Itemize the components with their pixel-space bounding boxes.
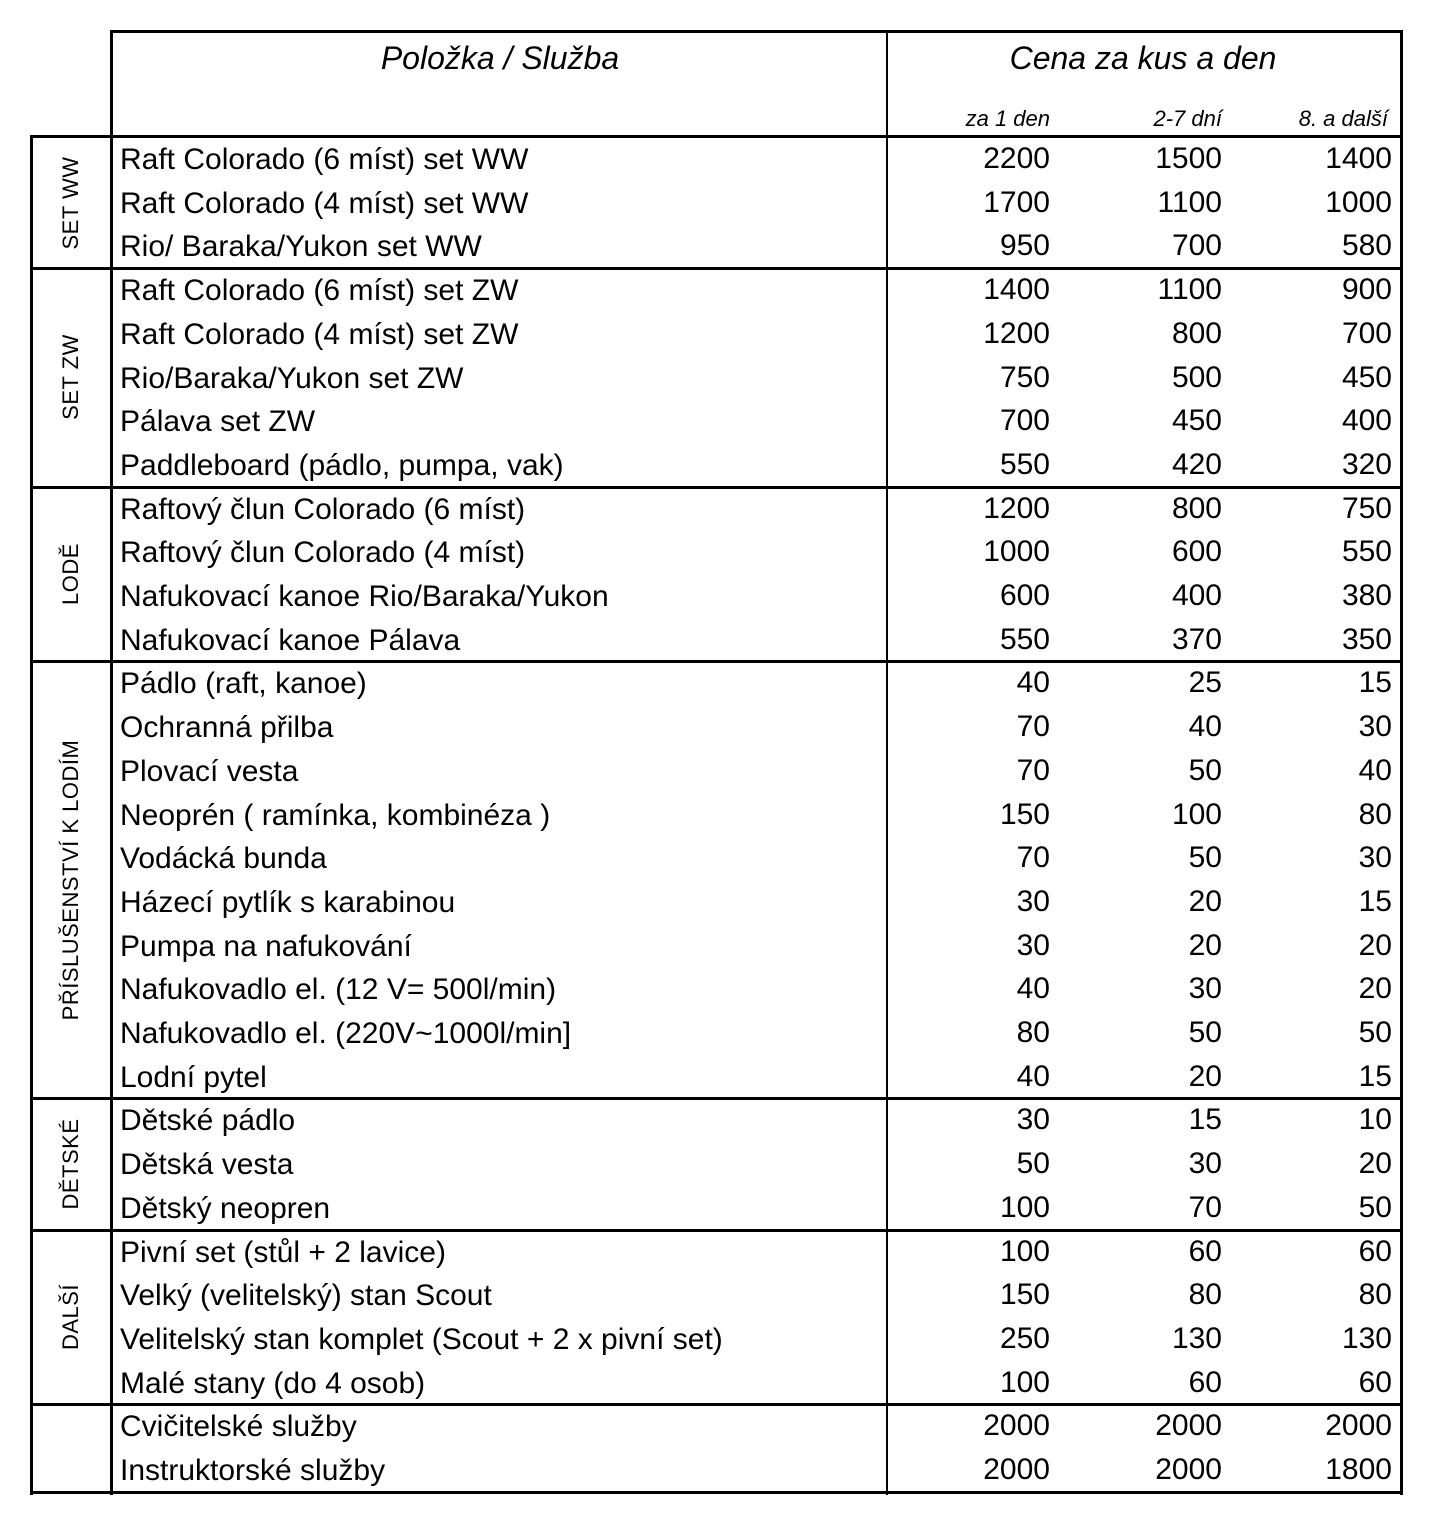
right-border — [1400, 30, 1403, 1495]
item-name: Raftový člun Colorado (6 míst) — [120, 492, 526, 526]
price-2: 450 — [1171, 404, 1222, 438]
group-separator — [30, 486, 1403, 489]
table-row — [0, 836, 1434, 880]
price-1: 50 — [1016, 1147, 1050, 1181]
price-1: 100 — [999, 1365, 1050, 1399]
price-1: 600 — [999, 579, 1050, 612]
name-column-divider — [886, 30, 888, 1495]
category-label: PŘÍSLUŠENSTVÍ K LODÍM — [58, 739, 83, 1021]
item-name: Velký (velitelský) stan Scout — [120, 1279, 492, 1313]
price-1: 550 — [999, 622, 1050, 656]
table-row — [0, 793, 1434, 837]
price-2: 700 — [1171, 229, 1222, 263]
price-3: 700 — [1341, 316, 1392, 350]
price-3: 750 — [1341, 491, 1392, 525]
category-cell — [32, 137, 110, 268]
item-name: Nafukovací kanoe Pálava — [120, 623, 461, 657]
price-2: 400 — [1171, 579, 1222, 612]
price-3: 20 — [1358, 928, 1392, 962]
table-row — [0, 224, 1434, 268]
price-3: 60 — [1358, 1234, 1392, 1268]
item-name: Dětský neopren — [120, 1191, 331, 1225]
price-3: 80 — [1358, 1278, 1392, 1312]
price-2: 15 — [1188, 1103, 1222, 1137]
price-2: 420 — [1171, 447, 1222, 481]
item-name: Instruktorské služby — [120, 1454, 386, 1487]
price-1: 2200 — [983, 142, 1050, 175]
item-name: Házecí pytlík s karabinou — [120, 885, 456, 919]
price-3: 15 — [1358, 884, 1392, 918]
bottom-border — [30, 1491, 1403, 1494]
price-1: 1200 — [983, 316, 1050, 350]
price-1: 1000 — [983, 535, 1050, 569]
price-1: 550 — [999, 447, 1050, 481]
table-row — [0, 1273, 1434, 1317]
price-3: 900 — [1341, 273, 1392, 307]
category-cell — [32, 487, 110, 662]
price-2: 20 — [1188, 928, 1222, 962]
price-3: 350 — [1341, 622, 1392, 656]
header-bottom-border — [30, 135, 1403, 138]
category-cell — [32, 1230, 110, 1405]
price-1: 750 — [999, 360, 1050, 394]
price-1: 70 — [1016, 841, 1050, 875]
price-1: 250 — [999, 1321, 1050, 1355]
table-row — [0, 924, 1434, 968]
table-row — [0, 1404, 1434, 1448]
item-name: Vodácká bunda — [120, 842, 327, 876]
price-3: 580 — [1341, 229, 1392, 263]
price-2: 60 — [1188, 1365, 1222, 1399]
table-row — [0, 443, 1434, 487]
group-separator — [30, 1229, 1403, 1232]
price-2: 50 — [1188, 1016, 1222, 1049]
price-2: 100 — [1171, 797, 1222, 831]
item-name: Dětské pádlo — [120, 1104, 296, 1138]
price-2: 40 — [1188, 710, 1222, 744]
item-name: Nafukovadlo el. (12 V= 500l/min) — [120, 973, 557, 1007]
price-2: 80 — [1188, 1278, 1222, 1312]
item-name: Nafukovací kanoe Rio/Baraka/Yukon — [120, 580, 609, 613]
price-2: 25 — [1188, 666, 1222, 700]
price-3: 80 — [1358, 797, 1392, 831]
table-row — [0, 356, 1434, 400]
price-3: 10 — [1358, 1103, 1392, 1137]
category-cell — [32, 268, 110, 487]
header-period-1: za 1 den — [965, 106, 1050, 131]
price-3: 15 — [1358, 666, 1392, 700]
price-1: 30 — [1016, 884, 1050, 918]
item-name: Plovací vesta — [120, 754, 299, 788]
price-1: 150 — [999, 797, 1050, 831]
price-3: 550 — [1341, 535, 1392, 569]
price-3: 50 — [1358, 1190, 1392, 1224]
category-divider — [110, 30, 113, 1495]
item-name: Neoprén ( ramínka, kombinéza ) — [120, 798, 551, 832]
table-row — [0, 399, 1434, 443]
price-2: 50 — [1188, 841, 1222, 875]
table-row — [0, 574, 1434, 618]
price-1: 1400 — [983, 273, 1050, 307]
table-row — [0, 1011, 1434, 1055]
item-name: Pádlo (raft, kanoe) — [120, 667, 367, 701]
item-name: Dětská vesta — [120, 1148, 294, 1182]
price-2: 1100 — [1157, 185, 1222, 219]
price-1: 70 — [1016, 753, 1050, 787]
table-row — [0, 1230, 1434, 1274]
price-1: 70 — [1016, 710, 1050, 744]
table-row — [0, 181, 1434, 225]
price-1: 950 — [999, 229, 1050, 263]
table-row — [0, 880, 1434, 924]
category-cell — [32, 1098, 110, 1229]
price-3: 50 — [1358, 1016, 1392, 1049]
header-price-title: Cena za kus a den — [1009, 40, 1277, 76]
price-2: 2000 — [1155, 1409, 1222, 1443]
table-row — [0, 705, 1434, 749]
item-name: Raft Colorado (6 míst) set WW — [120, 143, 529, 176]
price-3: 130 — [1341, 1321, 1392, 1355]
category-label: LODĚ — [58, 543, 83, 605]
item-name: Pivní set (stůl + 2 lavice) — [120, 1235, 446, 1269]
category-cell — [32, 1404, 110, 1491]
table-row — [0, 1186, 1434, 1230]
price-2: 800 — [1171, 316, 1222, 350]
price-2: 130 — [1171, 1321, 1222, 1355]
price-3: 320 — [1341, 447, 1392, 481]
table-row — [0, 661, 1434, 705]
price-3: 30 — [1358, 710, 1392, 744]
price-2: 30 — [1188, 1147, 1222, 1181]
table-row — [0, 749, 1434, 793]
table-row — [0, 137, 1434, 181]
price-2: 500 — [1171, 360, 1222, 394]
table-row — [0, 618, 1434, 662]
price-3: 15 — [1358, 1059, 1392, 1093]
price-1: 80 — [1016, 1016, 1050, 1049]
price-3: 40 — [1358, 753, 1392, 787]
price-2: 50 — [1188, 753, 1222, 787]
price-2: 800 — [1171, 491, 1222, 525]
item-name: Pumpa na nafukování — [120, 929, 412, 963]
category-label: SET WW — [58, 156, 83, 250]
item-name: Raft Colorado (6 míst) set ZW — [120, 274, 519, 308]
price-2: 30 — [1188, 972, 1222, 1006]
item-name: Raft Colorado (4 míst) set WW — [120, 186, 529, 220]
price-1: 1200 — [983, 491, 1050, 525]
category-label: DALŠÍ — [58, 1283, 83, 1350]
price-2: 2000 — [1155, 1453, 1222, 1486]
price-1: 40 — [1016, 666, 1050, 700]
price-1: 150 — [999, 1278, 1050, 1312]
price-1: 100 — [999, 1190, 1050, 1224]
price-1: 2000 — [983, 1409, 1050, 1443]
table-row — [0, 1055, 1434, 1099]
category-label: SET ZW — [58, 334, 83, 421]
price-1: 40 — [1016, 972, 1050, 1006]
header-period-3: 8. a další — [1298, 106, 1388, 131]
group-separator — [30, 1097, 1403, 1100]
header-period-2: 2-7 dní — [1153, 106, 1222, 131]
price-2: 70 — [1188, 1190, 1222, 1224]
table-row — [0, 268, 1434, 312]
item-name: Malé stany (do 4 osob) — [120, 1366, 426, 1400]
price-2: 20 — [1188, 884, 1222, 918]
table-row — [0, 312, 1434, 356]
item-name: Ochranná přilba — [120, 711, 334, 745]
price-2: 600 — [1171, 535, 1222, 569]
price-2: 370 — [1171, 622, 1222, 656]
price-2: 1500 — [1155, 142, 1222, 175]
table-row — [0, 1317, 1434, 1361]
price-3: 30 — [1358, 841, 1392, 875]
price-1: 30 — [1016, 928, 1050, 962]
table-row — [0, 1142, 1434, 1186]
price-3: 1800 — [1325, 1453, 1392, 1486]
table-row — [0, 967, 1434, 1011]
header-item-title: Položka / Služba — [380, 40, 620, 76]
table-row — [0, 530, 1434, 574]
table-row — [0, 1448, 1434, 1492]
item-name: Raftový člun Colorado (4 míst) — [120, 536, 526, 570]
item-name: Cvičitelské služby — [120, 1410, 357, 1444]
price-3: 2000 — [1325, 1409, 1392, 1443]
group-separator — [30, 660, 1403, 663]
price-1: 40 — [1016, 1059, 1050, 1093]
price-3: 60 — [1358, 1365, 1392, 1399]
price-2: 1100 — [1157, 273, 1222, 307]
price-1: 700 — [999, 404, 1050, 438]
price-3: 400 — [1341, 404, 1392, 438]
category-label: DĚTSKÉ — [58, 1118, 83, 1210]
header-top-border — [110, 30, 1403, 33]
item-name: Raft Colorado (4 míst) set ZW — [120, 317, 519, 351]
price-1: 2000 — [983, 1453, 1050, 1486]
price-3: 380 — [1341, 579, 1392, 612]
price-1: 100 — [999, 1234, 1050, 1268]
table-row — [0, 1098, 1434, 1142]
table-row — [0, 487, 1434, 531]
price-2: 60 — [1188, 1234, 1222, 1268]
price-2: 20 — [1188, 1059, 1222, 1093]
item-name: Paddleboard (pádlo, pumpa, vak) — [120, 448, 564, 482]
item-name: Rio/ Baraka/Yukon set WW — [120, 230, 482, 264]
item-name: Nafukovadlo el. (220V~1000l/min] — [120, 1017, 572, 1050]
category-cell — [32, 661, 110, 1098]
item-name: Velitelský stan komplet (Scout + 2 x pivní set) — [120, 1322, 723, 1356]
price-1: 30 — [1016, 1103, 1050, 1137]
price-3: 20 — [1358, 1147, 1392, 1181]
table-row — [0, 1361, 1434, 1405]
item-name: Pálava set ZW — [120, 405, 316, 439]
item-name: Lodní pytel — [120, 1060, 267, 1094]
price-3: 1000 — [1325, 185, 1392, 219]
left-border — [30, 135, 33, 1495]
price-3: 1400 — [1325, 142, 1392, 175]
price-3: 20 — [1358, 972, 1392, 1006]
price-3: 450 — [1341, 360, 1392, 394]
item-name: Rio/Baraka/Yukon set ZW — [120, 361, 464, 395]
group-separator — [30, 1403, 1403, 1406]
group-separator — [30, 267, 1403, 270]
price-1: 1700 — [983, 185, 1050, 219]
